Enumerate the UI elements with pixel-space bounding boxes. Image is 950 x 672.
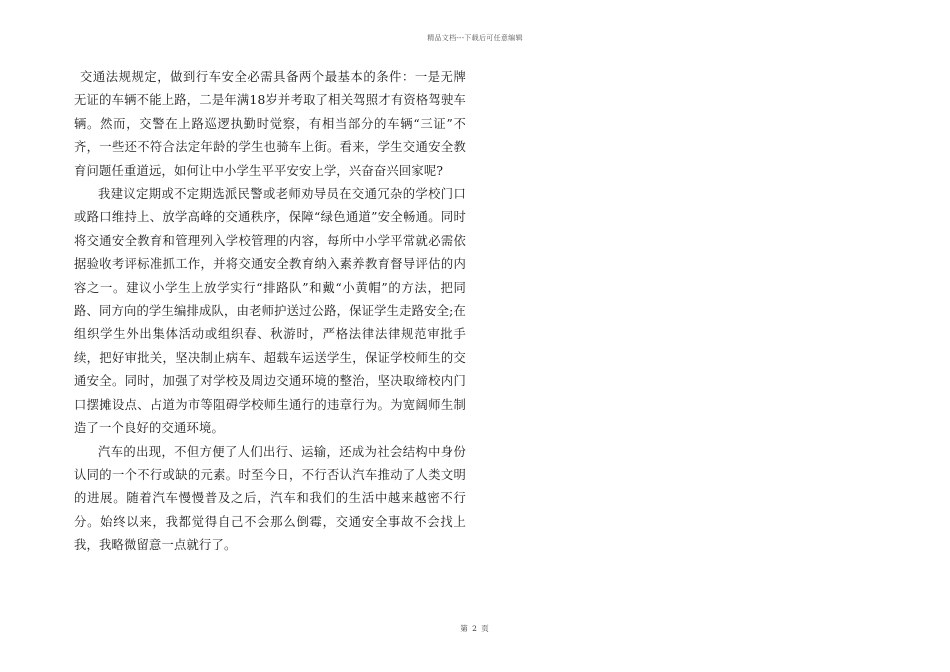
paragraph-1: 交通法规规定，做到行车安全必需具备两个最基本的条件：一是无牌无证的车辆不能上路，二是年满18岁并考取了相关驾照才有资格驾驶车辆。然而，交警在上路巡逻执勤时觉察，有相当部分的车辆“三证”不齐，一些还不符合法定年龄的学生也骑车上街。看来，学生交通安全教育问题任重道远，如何让中小学生平平安安上学，兴奋奋兴回家呢? bbox=[74, 70, 466, 178]
paragraph-2: 我建议定期或不定期选派民警或老师劝导员在交通冗杂的学校门口或路口维持上、放学高峰的交通秩序，保障“绿色通道”安全畅通。同时将交通安全教育和管理列入学校管理的内容，每所中小学平常就必需依据验收考评标准抓工作，并将交通安全教育纳入素养教育督导评估的内容之一。建议小学生上放学实行“排路队”和戴“小黄帽”的方法，把同路、同方向的学生编排成队，由老师护送过公路，保证学生走路安全;在组织学生外出集体活动或组织春、秋游时，严格法律法律规范审批手续，把好审批关，坚决制止病车、超载车运送学生，保证学校师生的交通安全。同时，加强了对学校及周边交通环境的整治，坚决取缔校内门口摆摊设点、占道为市等阻碍学校师生通行的违章行为。为宽阔师生制造了一个良好的交通环境。 bbox=[74, 187, 466, 436]
page-number: 第 2 页 bbox=[460, 624, 490, 633]
body-text bbox=[74, 66, 466, 558]
paragraph-3: 汽车的出现，不但方便了人们出行、运输，还成为社会结构中身份认同的一个不行或缺的元素。时至今日，不行否认汽车推动了人类文明的进展。随着汽车慢慢普及之后，汽车和我们的生活中越来越密不行分。始终以来，我都觉得自己不会那么倒霉，交通安全事故不会找上我，我略微留意一点就行了。 bbox=[74, 444, 466, 553]
page-header: 精品文档---下载后可任意编辑 bbox=[427, 34, 523, 42]
